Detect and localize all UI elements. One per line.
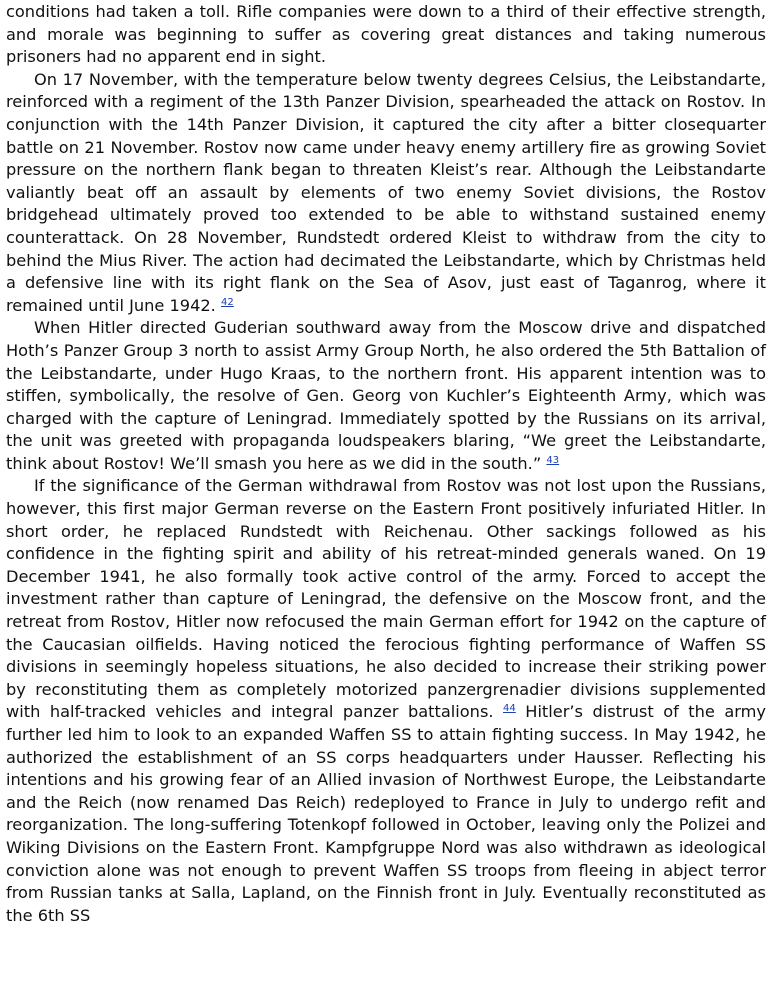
footnote-link-44[interactable]: 44: [503, 703, 516, 715]
paragraph-continuation: [6, 1, 766, 69]
paragraph-rostov-attack: [6, 69, 766, 318]
footnote-link-43[interactable]: 43: [546, 454, 560, 466]
paragraph-northern-front: [6, 317, 766, 475]
paragraph-text: conditions had taken a toll. Rifle companies were down to a third of their effective strength, and morale was beginning to suffer as covering great distances and taking numerous prisoners had no apparent end in sight.: [6, 2, 766, 67]
paragraph-withdrawal-significance: [6, 475, 766, 927]
paragraph-text: When Hitler directed Guderian southward away from the Moscow drive and dispatched Hoth’s Panzer Group 3 north to assist Army Group North, he also ordered the 5th Battalion of the Leibstandarte, under Hugo Kraas, to the northern front. His apparent intention was to stiffen, symbolically, the resolve of Gen. Georg von Kuchler’s Eighteenth Army, which was charged with the capture of Leningrad. Immediately spotted by the Russians on its arrival, the unit was greeted with propaganda loudspeakers blaring, “We greet the Leibstandarte, think about Rostov! We’ll smash you here as we did in the south.”: [6, 318, 766, 473]
paragraph-text: On 17 November, with the temperature below twenty degrees Celsius, the Leibstandarte, reinforced with a regiment of the 13th Panzer Division, spearheaded the attack on Rostov. In conjunction with the 14th Panzer Division, it captured the city after a bitter closequarter battle on 21 November. Rostov now came under heavy enemy artillery fire as growing Soviet pressure on the northern flank began to threaten Kleist’s rear. Although the Leibstandarte valiantly beat off an assault by elements of two enemy Soviet divisions, the Rostov bridgehead ultimately proved too extended to be able to withstand sustained enemy counterattack. On 28 November, Rundstedt ordered Kleist to withdraw from the city to behind the Mius River. The action had decimated the Leibstandarte, which by Christmas held a defensive line with its right flank on the Sea of Asov, just east of Taganrog, where it remained until June 1942.: [6, 69, 766, 315]
footnote-link-42[interactable]: 42: [221, 296, 234, 308]
paragraph-text-before-footnote: If the significance of the German withdrawal from Rostov was not lost upon the Russians, however, this first major German reverse on the Eastern Front positively infuriated Hitler. In short order, he replaced Rundstedt with Reichenau. Other sackings followed as his confidence in the fighting spirit and ability of his retreat-minded generals waned. On 19 December 1941, he also formally took active control of the army. Forced to accept the investment rather than capture of Leningrad, the defensive on the Moscow front, and the retreat from Rostov, Hitler now refocused the main German effort for 1942 on the capture of the Caucasian oilfields. Having noticed the ferocious fighting performance of Waffen SS divisions in seemingly hopeless situations, he also decided to increase their striking power by reconstituting them as completely motorized panzergrenadier divisions supplemented with half-tracked vehicles and integral panzer battalions.: [6, 476, 766, 722]
paragraph-text-after-footnote: Hitler’s distrust of the army further led him to look to an expanded Waffen SS to attain fighting success. In May 1942, he authorized the establishment of an SS corps headquarters under Hausser. Reflecting his intentions and his growing fear of an Allied invasion of Northwest Europe, the Leibstandarte and the Reich (now renamed Das Reich) redeployed to France in July to undergo refit and reorganization. The long-suffering Totenkopf followed in October, leaving only the Polizei and Wiking Divisions on the Eastern Front. Kampfgruppe Nord was also withdrawn as ideological conviction alone was not enough to prevent Waffen SS troops from fleeing in abject terror from Russian tanks at Salla, Lapland, on the Finnish front in July. Eventually reconstituted as the 6th SS: [6, 702, 766, 925]
